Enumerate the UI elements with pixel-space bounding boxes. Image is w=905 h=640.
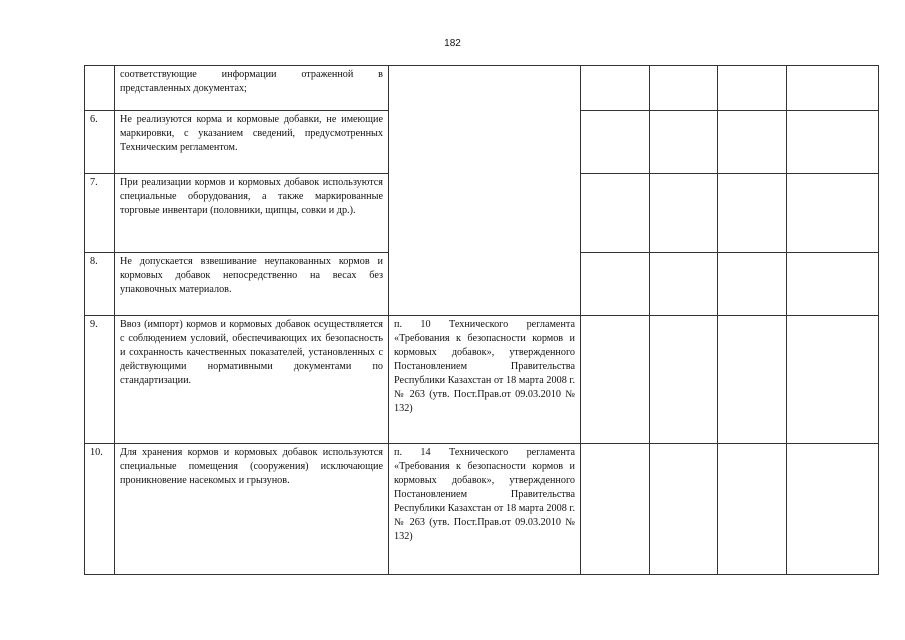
- mark-cell: [650, 316, 718, 444]
- requirement-cell: Ввоз (импорт) кормов и кормовых добавок осуществляется с соблюдением условий, обеспечивающих их безопасность и сохранность качественных показателей, установленных с действующими нормативными документами по стандартизации.: [115, 316, 389, 444]
- requirement-cell: Не реализуются корма и кормовые добавки, не имеющие маркировки, с указанием сведений, предусмотренных Техническим регламентом.: [115, 111, 389, 174]
- mark-cell: [787, 253, 879, 316]
- mark-cell: [718, 174, 787, 253]
- table-row: [85, 316, 879, 444]
- mark-cell: [581, 444, 650, 575]
- requirement-cell: При реализации кормов и кормовых добавок используются специальные оборудования, а также маркированные торговые инвентари (половники, щипцы, совки и др.).: [115, 174, 389, 253]
- requirement-cell: соответствующие информации отраженной в представленных документах;: [115, 66, 389, 111]
- page-number: 182: [444, 38, 461, 49]
- reference-cell: п. 10 Технического регламента «Требования к безопасности кормов и кормовых добавок», утвержденного Постановлением Правительства Республики Казахстан от 18 марта 2008 г. № 263 (утв. Пост.Прав.от 09.03.2010 № 132): [389, 316, 581, 444]
- mark-cell: [650, 174, 718, 253]
- mark-cell: [787, 66, 879, 111]
- mark-cell: [787, 174, 879, 253]
- mark-cell: [581, 111, 650, 174]
- row-number: 7.: [85, 174, 115, 253]
- requirement-cell: Не допускается взвешивание неупакованных кормов и кормовых добавок непосредственно на весах без упаковочных материалов.: [115, 253, 389, 316]
- mark-cell: [581, 66, 650, 111]
- mark-cell: [718, 444, 787, 575]
- reference-cell-empty: [389, 66, 581, 316]
- mark-cell: [650, 111, 718, 174]
- mark-cell: [787, 444, 879, 575]
- requirement-cell: Для хранения кормов и кормовых добавок используются специальные помещения (сооружения) исключающие проникновение насекомых и грызунов.: [115, 444, 389, 575]
- row-number: 6.: [85, 111, 115, 174]
- mark-cell: [650, 253, 718, 316]
- row-number: 9.: [85, 316, 115, 444]
- mark-cell: [650, 66, 718, 111]
- row-number: 10.: [85, 444, 115, 575]
- table-row: [85, 66, 879, 111]
- reference-cell: п. 14 Технического регламента «Требования к безопасности кормов и кормовых добавок», утвержденного Постановлением Правительства Республики Казахстан от 18 марта 2008 г. № 263 (утв. Пост.Прав.от 09.03.2010 № 132): [389, 444, 581, 575]
- mark-cell: [718, 316, 787, 444]
- mark-cell: [581, 174, 650, 253]
- mark-cell: [718, 111, 787, 174]
- row-number: [85, 66, 115, 111]
- mark-cell: [718, 253, 787, 316]
- mark-cell: [787, 316, 879, 444]
- row-number: 8.: [85, 253, 115, 316]
- mark-cell: [718, 66, 787, 111]
- mark-cell: [581, 253, 650, 316]
- mark-cell: [581, 316, 650, 444]
- table-row: [85, 444, 879, 575]
- mark-cell: [650, 444, 718, 575]
- checklist-table: [84, 65, 879, 575]
- mark-cell: [787, 111, 879, 174]
